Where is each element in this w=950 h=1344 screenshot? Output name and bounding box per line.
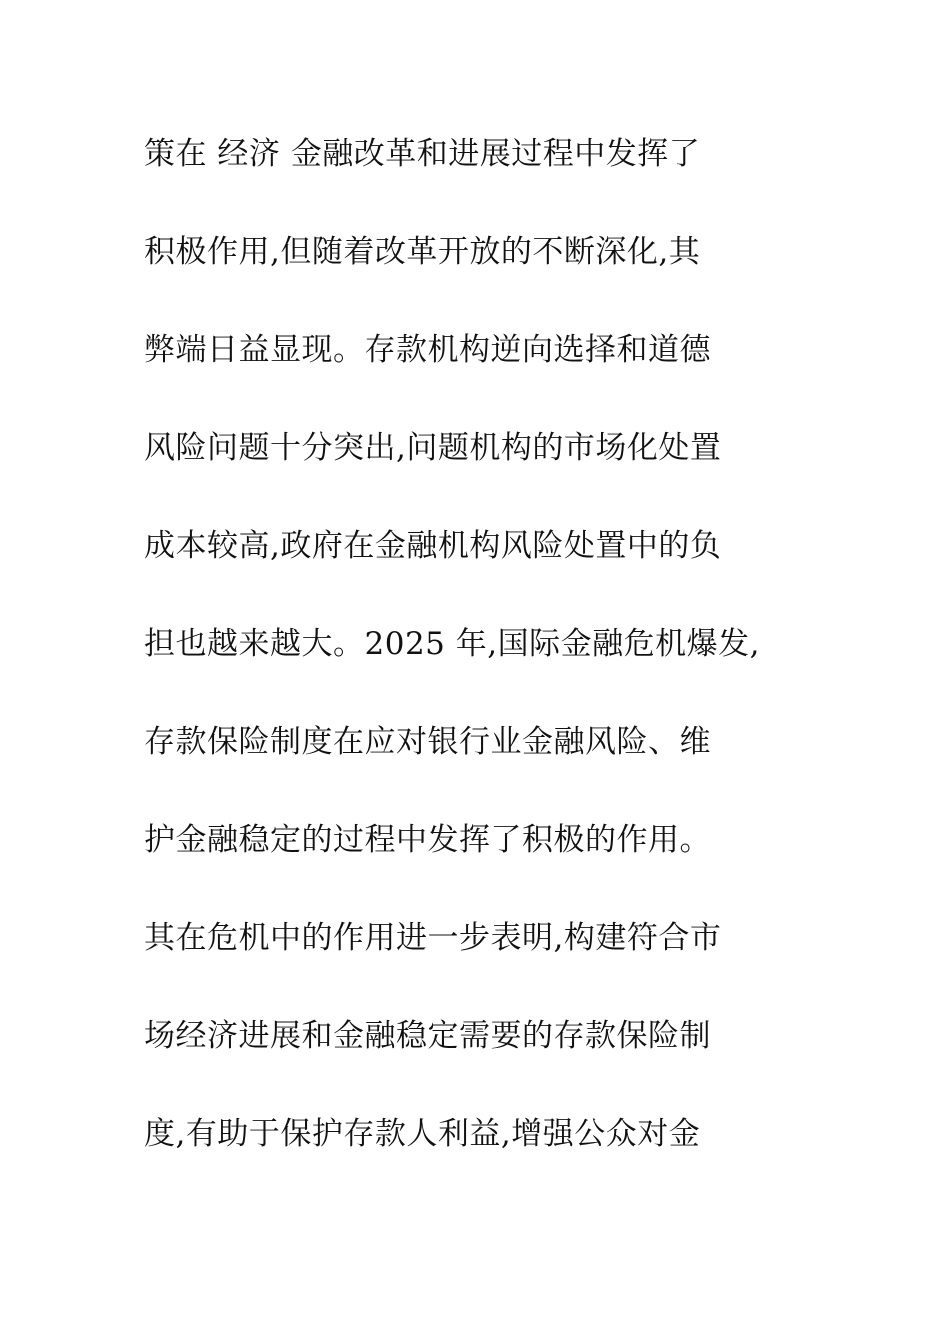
paragraph-line: 存款保险制度在应对银行业金融风险、维 — [144, 724, 711, 760]
paragraph-line: 风险问题十分突出,问题机构的市场化处置 — [144, 430, 722, 466]
paragraph-line: 场经济进展和金融稳定需要的存款保险制 — [144, 1018, 711, 1054]
paragraph-line: 其在危机中的作用进一步表明,构建符合市 — [144, 920, 722, 956]
paragraph-line: 策在 经济 金融改革和进展过程中发挥了 — [144, 136, 701, 172]
paragraph-line: 积极作用,但随着改革开放的不断深化,其 — [144, 234, 701, 270]
paragraph-line: 担也越来越大。2025 年,国际金融危机爆发, — [144, 626, 760, 662]
paragraph-line: 度,有助于保护存款人利益,增强公众对金 — [144, 1116, 701, 1152]
paragraph-line: 护金融稳定的过程中发挥了积极的作用。 — [144, 822, 711, 858]
paragraph-line: 弊端日益显现。存款机构逆向选择和道德 — [144, 332, 711, 368]
paragraph-line: 成本较高,政府在金融机构风险处置中的负 — [144, 528, 722, 564]
